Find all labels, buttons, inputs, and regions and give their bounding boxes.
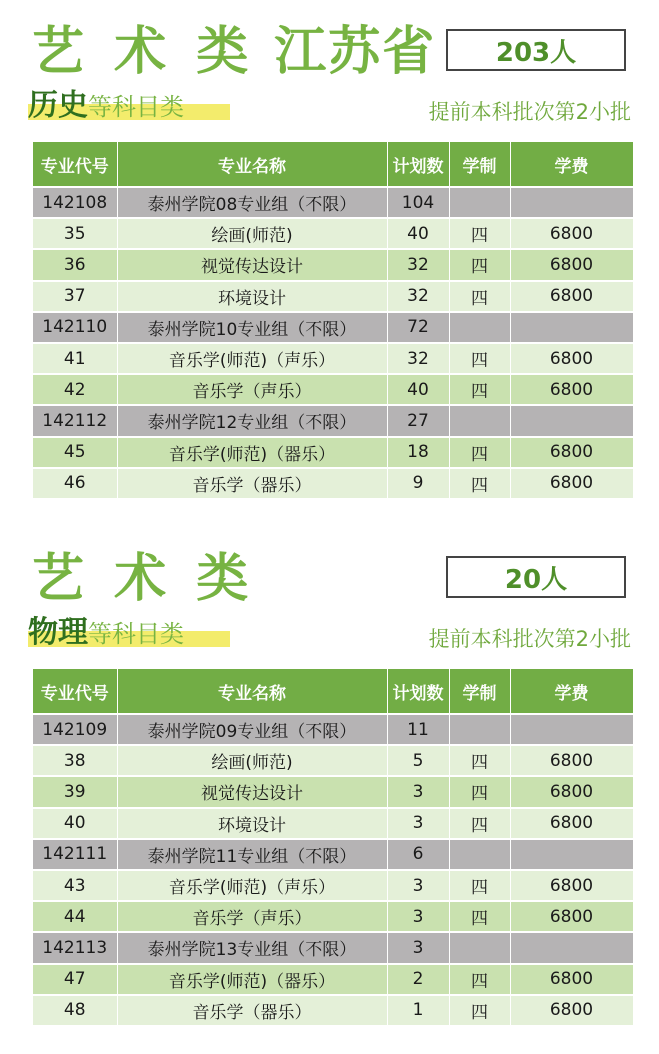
cell-plan: 32	[387, 281, 449, 312]
cell-fee: 6800	[510, 218, 633, 249]
cell-code: 45	[33, 437, 117, 468]
cell-fee: 6800	[510, 281, 633, 312]
cell-years: 四	[449, 249, 510, 280]
cell-plan: 40	[387, 374, 449, 405]
cell-code: 39	[33, 776, 117, 807]
table-row	[33, 437, 633, 468]
table-row	[33, 808, 633, 839]
table-row	[33, 281, 633, 312]
cell-years: 四	[449, 218, 510, 249]
cell-plan: 3	[387, 870, 449, 901]
group-row	[33, 714, 633, 745]
cell-name: 视觉传达设计	[117, 776, 387, 807]
subject-main: 物理	[28, 615, 88, 650]
group-row	[33, 312, 633, 343]
cell-name: 环境设计	[117, 808, 387, 839]
cell-plan: 72	[387, 312, 449, 343]
batch-label: 提前本科批次第2小批	[428, 100, 631, 124]
cell-name: 音乐学(师范)（器乐）	[117, 437, 387, 468]
cell-plan: 32	[387, 343, 449, 374]
cell-code: 142113	[33, 932, 117, 963]
subject-rest: 等科目类	[88, 93, 184, 121]
table-row	[33, 249, 633, 280]
cell-fee	[510, 312, 633, 343]
cell-code: 41	[33, 343, 117, 374]
cell-fee: 6800	[510, 249, 633, 280]
section-title	[32, 549, 254, 609]
cell-name: 音乐学（器乐）	[117, 995, 387, 1025]
cell-years: 四	[449, 468, 510, 498]
table-row	[33, 964, 633, 995]
cell-plan: 11	[387, 714, 449, 745]
cell-code: 142110	[33, 312, 117, 343]
enrollment-total-box: 203人	[446, 29, 626, 71]
header-years: 学制	[449, 142, 510, 187]
cell-name: 绘画(师范)	[117, 218, 387, 249]
table-row	[33, 995, 633, 1025]
subject-main: 历史	[28, 88, 88, 123]
cell-name: 音乐学(师范)（器乐）	[117, 964, 387, 995]
table-row	[33, 468, 633, 498]
header-code: 专业代号	[33, 142, 117, 187]
cell-code: 142109	[33, 714, 117, 745]
group-row	[33, 839, 633, 870]
cell-plan: 18	[387, 437, 449, 468]
cell-name: 视觉传达设计	[117, 249, 387, 280]
cell-fee: 6800	[510, 870, 633, 901]
cell-years	[449, 714, 510, 745]
cell-fee: 6800	[510, 437, 633, 468]
subject-type	[28, 86, 184, 126]
cell-years: 四	[449, 343, 510, 374]
cell-years: 四	[449, 281, 510, 312]
cell-code: 142112	[33, 405, 117, 436]
table-row	[33, 870, 633, 901]
cell-fee: 6800	[510, 374, 633, 405]
cell-fee: 6800	[510, 995, 633, 1025]
cell-plan: 6	[387, 839, 449, 870]
cell-code: 36	[33, 249, 117, 280]
cell-name: 泰州学院10专业组（不限）	[117, 312, 387, 343]
cell-name: 音乐学（器乐）	[117, 468, 387, 498]
batch-label: 提前本科批次第2小批	[428, 627, 631, 651]
category-label: 艺 术 类	[32, 549, 255, 609]
cell-code: 35	[33, 218, 117, 249]
header-name: 专业名称	[117, 669, 387, 714]
cell-years	[449, 932, 510, 963]
category-label: 艺 术 类	[32, 22, 255, 82]
cell-code: 46	[33, 468, 117, 498]
cell-years	[449, 187, 510, 218]
header-name: 专业名称	[117, 142, 387, 187]
enrollment-total-box: 20人	[446, 556, 626, 598]
cell-plan: 104	[387, 187, 449, 218]
cell-name: 泰州学院09专业组（不限）	[117, 714, 387, 745]
table-row	[33, 901, 633, 932]
cell-fee: 6800	[510, 776, 633, 807]
cell-plan: 1	[387, 995, 449, 1025]
cell-name: 音乐学(师范)（声乐）	[117, 870, 387, 901]
cell-fee	[510, 187, 633, 218]
cell-plan: 3	[387, 932, 449, 963]
cell-code: 37	[33, 281, 117, 312]
cell-years: 四	[449, 995, 510, 1025]
section-title	[32, 22, 436, 82]
cell-name: 音乐学（声乐）	[117, 901, 387, 932]
cell-fee	[510, 839, 633, 870]
cell-code: 43	[33, 870, 117, 901]
cell-fee: 6800	[510, 808, 633, 839]
cell-code: 38	[33, 745, 117, 776]
cell-code: 40	[33, 808, 117, 839]
table-row	[33, 776, 633, 807]
cell-plan: 27	[387, 405, 449, 436]
header-fee: 学费	[510, 669, 633, 714]
cell-plan: 3	[387, 808, 449, 839]
table-row	[33, 343, 633, 374]
cell-name: 泰州学院11专业组（不限）	[117, 839, 387, 870]
province-label: 江苏省	[274, 22, 437, 82]
cell-years	[449, 839, 510, 870]
group-row	[33, 187, 633, 218]
cell-code: 42	[33, 374, 117, 405]
cell-name: 音乐学(师范)（声乐）	[117, 343, 387, 374]
enrollment-table	[33, 669, 634, 1025]
cell-years	[449, 312, 510, 343]
header-code: 专业代号	[33, 669, 117, 714]
cell-name: 泰州学院13专业组（不限）	[117, 932, 387, 963]
cell-name: 绘画(师范)	[117, 745, 387, 776]
cell-years: 四	[449, 776, 510, 807]
cell-name: 环境设计	[117, 281, 387, 312]
group-row	[33, 405, 633, 436]
cell-fee	[510, 405, 633, 436]
cell-plan: 5	[387, 745, 449, 776]
enrollment-table	[33, 142, 634, 498]
header-fee: 学费	[510, 142, 633, 187]
header-years: 学制	[449, 669, 510, 714]
cell-name: 音乐学（声乐）	[117, 374, 387, 405]
cell-fee: 6800	[510, 964, 633, 995]
cell-fee: 6800	[510, 343, 633, 374]
group-row	[33, 932, 633, 963]
cell-years: 四	[449, 437, 510, 468]
cell-fee	[510, 714, 633, 745]
cell-code: 142111	[33, 839, 117, 870]
cell-plan: 2	[387, 964, 449, 995]
cell-plan: 40	[387, 218, 449, 249]
cell-years: 四	[449, 745, 510, 776]
cell-fee: 6800	[510, 468, 633, 498]
header-plan: 计划数	[387, 669, 449, 714]
table-header-row	[33, 142, 633, 187]
cell-name: 泰州学院12专业组（不限）	[117, 405, 387, 436]
table-row	[33, 374, 633, 405]
cell-code: 48	[33, 995, 117, 1025]
cell-years	[449, 405, 510, 436]
cell-code: 47	[33, 964, 117, 995]
cell-name: 泰州学院08专业组（不限）	[117, 187, 387, 218]
cell-code: 44	[33, 901, 117, 932]
table-row	[33, 218, 633, 249]
cell-plan: 9	[387, 468, 449, 498]
cell-years: 四	[449, 374, 510, 405]
cell-years: 四	[449, 964, 510, 995]
cell-plan: 3	[387, 901, 449, 932]
header-plan: 计划数	[387, 142, 449, 187]
cell-code: 142108	[33, 187, 117, 218]
table-header-row	[33, 669, 633, 714]
cell-fee: 6800	[510, 901, 633, 932]
cell-fee: 6800	[510, 745, 633, 776]
cell-years: 四	[449, 870, 510, 901]
cell-fee	[510, 932, 633, 963]
cell-years: 四	[449, 901, 510, 932]
cell-plan: 32	[387, 249, 449, 280]
cell-years: 四	[449, 808, 510, 839]
table-row	[33, 745, 633, 776]
subject-type	[28, 613, 184, 653]
subject-rest: 等科目类	[88, 620, 184, 648]
cell-plan: 3	[387, 776, 449, 807]
